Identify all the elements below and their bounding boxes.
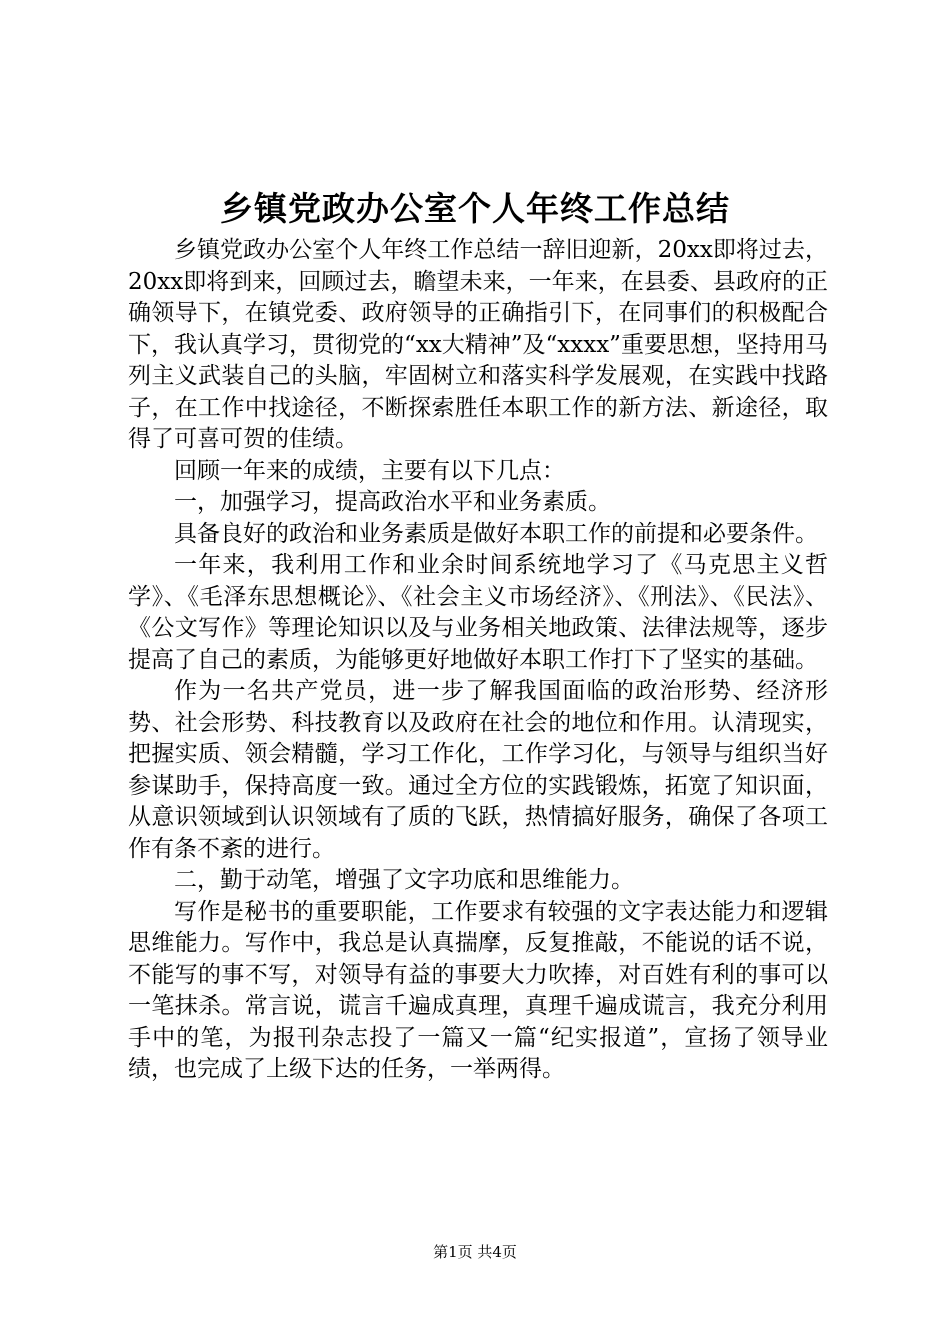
paragraph: 一年来，我利用工作和业余时间系统地学习了《马克思主义哲学》、《毛泽东思想概论》、《社会主义市场经济》、《刑法》、《民法》、《公文写作》等理论知识以及与业务相关地政策、法律法规等，逐步提高了自己的素质，为能够更好地做好本职工作打下了坚实的基础。 <box>128 552 828 673</box>
paragraph: 乡镇党政办公室个人年终工作总结一辞旧迎新，20xx即将过去，20xx即将到来，回顾过去，瞻望未来，一年来，在县委、县政府的正确领导下，在镇党委、政府领导的正确指引下，在同事们的积极配合下，我认真学习，贯彻党的“xx大精神”及“xxxx”重要思想，坚持用马列主义武装自己的头脑，牢固树立和落实科学发展观，在实践中找路子，在工作中找途径，不断探索胜任本职工作的新方法、新途径，取得了可喜可贺的佳绩。 <box>128 237 828 452</box>
document-title: 乡镇党政办公室个人年终工作总结 <box>220 189 730 228</box>
paragraph: 作为一名共产党员，进一步了解我国面临的政治形势、经济形势、社会形势、科技教育以及政府在社会的地位和作用。认清现实，把握实质、领会精髓，学习工作化，工作学习化，与领导与组织当好参谋助手，保持高度一致。通过全方位的实践锻炼，拓宽了知识面，从意识领域到认识领域有了质的飞跃，热情搞好服务，确保了各项工作有条不紊的进行。 <box>128 678 828 862</box>
paragraph: 写作是秘书的重要职能，工作要求有较强的文字表达能力和逻辑思维能力。写作中，我总是认真揣摩，反复推敲，不能说的话不说，不能写的事不写，对领导有益的事要大力吹捧，对百姓有利的事可以一笔抹杀。常言说，谎言千遍成真理，真理千遍成谎言，我充分利用手中的笔，为报刊杂志投了一篇又一篇“纪实报道”，宣扬了领导业绩，也完成了上级下达的任务，一举两得。 <box>128 898 828 1082</box>
paragraph: 回顾一年来的成绩，主要有以下几点： <box>174 457 565 484</box>
paragraph: 具备良好的政治和业务素质是做好本职工作的前提和必要条件。 <box>174 520 818 547</box>
paragraph: 一，加强学习，提高政治水平和业务素质。 <box>174 489 611 515</box>
document-body <box>128 235 828 1086</box>
page-footer: 第1页 共4页 <box>433 1243 517 1261</box>
paragraph: 二，勤于动笔，增强了文字功底和思维能力。 <box>174 867 634 893</box>
